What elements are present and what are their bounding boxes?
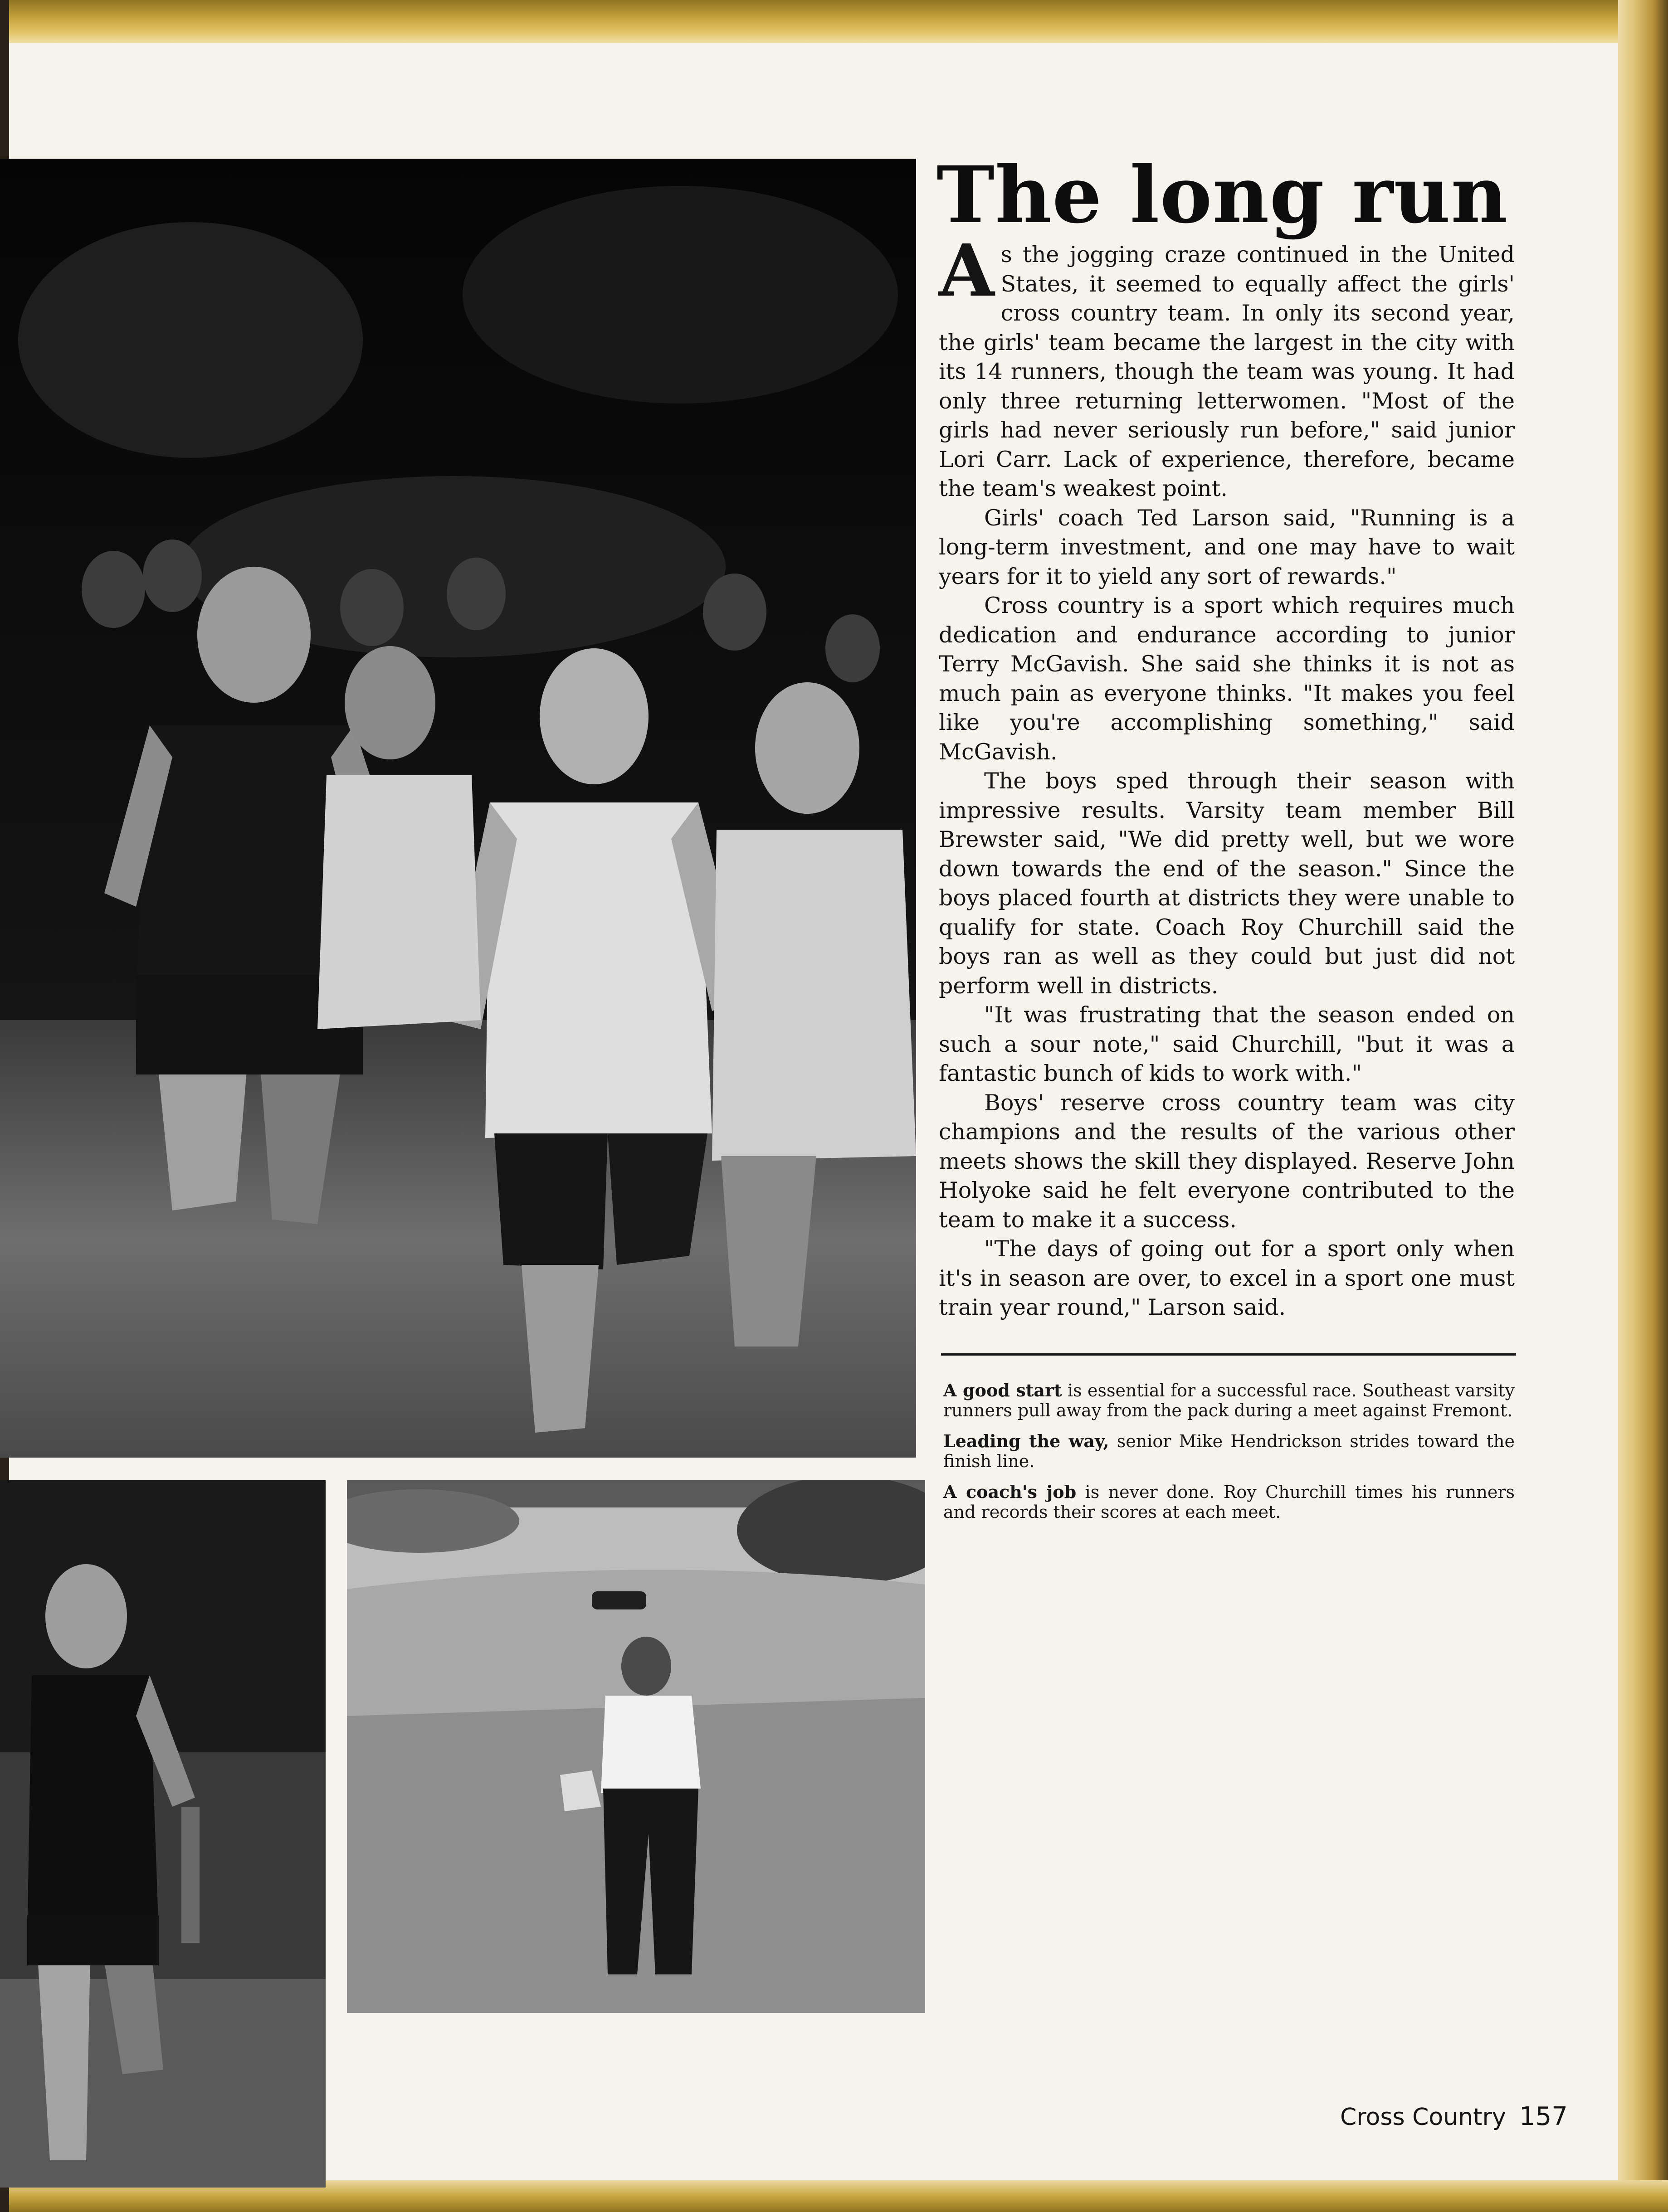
caption-race-start xyxy=(943,1381,1515,1420)
drop-cap: A xyxy=(939,229,995,313)
article-paragraph: "The days of going out for a sport only when it's in season are over, to excel in a sport one must train year round," Larson said. xyxy=(939,1236,1515,1320)
article-paragraph: The boys sped through their season with impressive results. Varsity team member Bill Brewster said, "We did pretty well, but we wore down towards the end of the season." Since the boys placed fourth at districts they were unable to qualify for state. Coach Roy Churchill said the boys ran as well as they could but just did not perform well in districts. xyxy=(939,768,1515,999)
gold-page-edge-right xyxy=(1618,0,1668,2212)
caption-lead: A coach's job xyxy=(943,1482,1077,1502)
finish-photo-graphic xyxy=(0,1480,326,2188)
headline: The long run xyxy=(936,149,1508,241)
article-paragraph-text: s the jogging craze continued in the United States, it seemed to equally affect the girls' cross country team. In only its second year, the girls' team became the largest in the city with its 14 runners, though the team was young. It had only three returning letterwomen. "Most of the girls had never seriously run before," said junior Lori Carr. Lack of experience, therefore, became the team's weakest point. xyxy=(939,242,1515,501)
photo-runner-finish xyxy=(0,1480,326,2188)
photo-runners-race-start xyxy=(0,159,916,1458)
caption-coach xyxy=(943,1482,1515,1522)
footer-section-title: Cross Country xyxy=(1340,2104,1506,2131)
caption-leading-the-way xyxy=(943,1431,1515,1471)
caption-text: senior Mike Hendrickson strides toward the finish line. xyxy=(943,1431,1515,1471)
caption-text: is essential for a successful race. Southeast varsity runners pull away from the pack during a meet against Fremont. xyxy=(943,1381,1515,1420)
caption-lead: Leading the way, xyxy=(943,1431,1109,1451)
gold-page-edge-top xyxy=(0,0,1668,43)
footer-page-number: 157 xyxy=(1519,2102,1568,2131)
runners-photo-graphic xyxy=(0,159,916,1458)
photo-coach-timing xyxy=(347,1480,925,2013)
article-paragraph xyxy=(939,229,1515,504)
article-body xyxy=(939,229,1515,1322)
article-paragraph: Girls' coach Ted Larson said, "Running is a long-term investment, and one may have to wait years for it to yield any sort of rewards." xyxy=(939,505,1515,589)
article-paragraph: "It was frustrating that the season ended on such a sour note," said Churchill, "but it was a fantastic bunch of kids to work with." xyxy=(939,1002,1515,1086)
caption-divider-rule xyxy=(941,1353,1516,1356)
article-paragraph: Cross country is a sport which requires much dedication and endurance according to junior Terry McGavish. She said she thinks it is not as much pain as everyone thinks. "It makes you feel like you're accomplishing something," said McGavish. xyxy=(939,593,1515,765)
coach-photo-graphic xyxy=(347,1480,925,2013)
article-paragraph: Boys' reserve cross country team was city champions and the results of the various other meets shows the skill they displayed. Reserve John Holyoke said he felt everyone contributed to the team to make it a success. xyxy=(939,1089,1515,1233)
caption-lead: A good start xyxy=(943,1380,1062,1400)
photo-captions xyxy=(943,1381,1515,1533)
caption-text: is never done. Roy Churchill times his runners and records their scores at each meet. xyxy=(943,1482,1515,1522)
